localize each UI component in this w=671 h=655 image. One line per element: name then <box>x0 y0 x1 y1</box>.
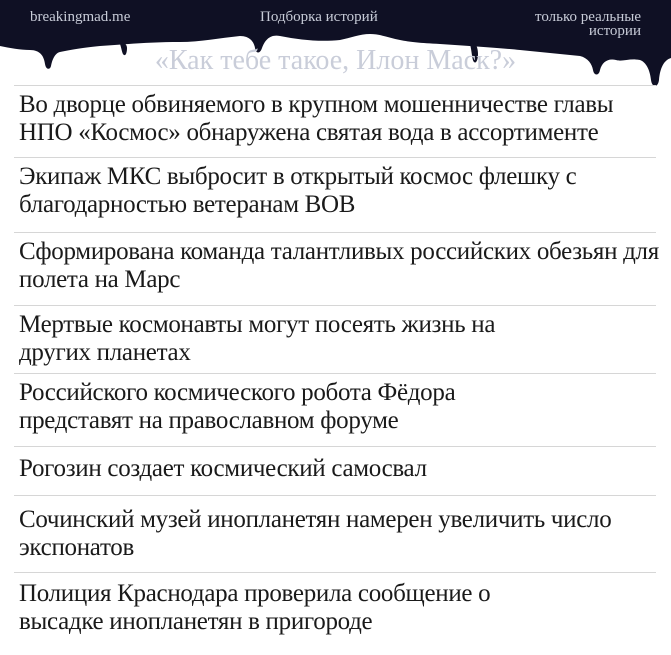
header-banner <box>0 0 671 95</box>
site-name[interactable]: breakingmad.me <box>30 9 131 25</box>
headline-text[interactable]: Рогозин создает космический самосвал <box>19 455 427 482</box>
headline-text[interactable]: Российского космического робота Фёдора представят на православном форуме <box>19 379 456 434</box>
headline-item[interactable] <box>0 374 671 446</box>
headline-text[interactable]: Сочинский музей инопланетян намерен увеличить число экспонатов <box>19 506 612 561</box>
headline-text[interactable]: Во дворце обвиняемого в крупном мошенничестве главы НПО «Космос» обнаружена святая вода в ассортименте <box>19 91 614 146</box>
headline-item[interactable] <box>0 496 671 572</box>
headline-text[interactable]: Экипаж МКС выбросит в открытый космос флешку с благодарностью ветеранам ВОВ <box>19 163 577 218</box>
collection-label[interactable]: Подборка историй <box>260 9 378 25</box>
headline-item[interactable] <box>0 306 671 373</box>
headline-item[interactable] <box>0 447 671 495</box>
tagline: только реальные истории <box>535 9 641 39</box>
headline-text[interactable]: Мертвые космонавты могут посеять жизнь на других планетах <box>19 311 496 366</box>
collection-title: «Как тебе такое, Илон Маск?» <box>154 45 517 76</box>
headline-item[interactable] <box>0 573 671 653</box>
headline-item[interactable] <box>0 84 671 156</box>
headline-text[interactable]: Сформирована команда талантливых российских обезьян для полета на Марс <box>19 238 659 293</box>
headline-item[interactable] <box>0 158 671 232</box>
headline-text[interactable]: Полиция Краснодара проверила сообщение о высадке инопланетян в пригороде <box>19 580 491 635</box>
headline-item[interactable] <box>0 233 671 305</box>
